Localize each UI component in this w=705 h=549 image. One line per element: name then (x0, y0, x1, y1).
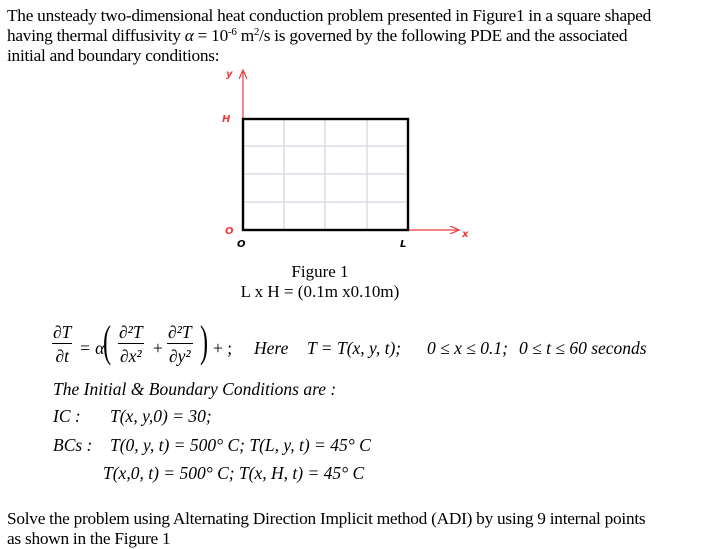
temperature-definition: T = T(x, y, t); (307, 338, 402, 358)
bc-line-1: T(0, y, t) = 500° C; T(L, y, t) = 45° C (110, 435, 371, 455)
intro-line-2b: = 10 (193, 26, 228, 45)
dt-denominator: ∂t (55, 346, 69, 366)
right-paren: ) (200, 317, 209, 366)
origin-left-label: O (225, 226, 234, 237)
intro-line-2a: having thermal diffusivity (7, 26, 185, 45)
conditions-heading: The Initial & Boundary Conditions are : (53, 379, 337, 399)
h-label: H (222, 114, 231, 125)
x-range: 0 ≤ x ≤ 0.1; (427, 338, 508, 358)
intro-line-2c: m (236, 26, 254, 45)
figure-caption: Figure 1 (291, 262, 349, 281)
origin-bottom-label: O (237, 239, 246, 250)
figure-dimensions: L x H = (0.1m x0.10m) (240, 282, 400, 301)
exponent-neg6: -6 (227, 26, 237, 38)
y-axis-label: y (226, 69, 233, 80)
exponent-2: 2 (253, 26, 260, 38)
intro-line-1: The unsteady two-dimensional heat conduction problem presented in Figure1 in a square shaped (7, 6, 652, 25)
dy2-denominator: ∂y² (168, 346, 191, 366)
pde-tail: + ; (213, 338, 233, 358)
left-paren: ( (103, 317, 112, 366)
dx2-denominator: ∂x² (119, 346, 142, 366)
bc-line-2: T(x,0, t) = 500° C; T(x, H, t) = 45° C (103, 463, 365, 483)
d2T-dy-numerator: ∂²T (168, 322, 192, 342)
equals-alpha: = α (79, 338, 105, 358)
task-statement (7, 509, 699, 549)
intro-line-3: initial and boundary conditions: (7, 46, 220, 65)
closing-line-1: Solve the problem using Alternating Direction Implicit method (ADI) by using 9 internal points (7, 509, 646, 528)
t-range: 0 ≤ t ≤ 60 seconds (519, 338, 647, 358)
dT-numerator: ∂T (53, 322, 72, 342)
alpha-symbol: α (184, 26, 194, 45)
closing-line-2: as shown in the Figure 1 (7, 529, 171, 548)
here-word: Here (254, 338, 289, 358)
d2T-dx-numerator: ∂²T (119, 322, 143, 342)
ic-label: IC : (53, 406, 81, 426)
d2T-dx2-fraction (118, 322, 144, 366)
l-label: L (400, 239, 407, 250)
x-axis-label: x (462, 229, 469, 240)
d2T-dy2-fraction (167, 322, 193, 366)
bcs-label: BCs : (53, 435, 93, 455)
intro-line-2d: /s is governed by the following PDE and the associated (259, 26, 628, 45)
ic-equation: T(x, y,0) = 30; (110, 406, 212, 426)
dT-dt-fraction (52, 322, 72, 366)
plus-sign: + (153, 338, 163, 358)
